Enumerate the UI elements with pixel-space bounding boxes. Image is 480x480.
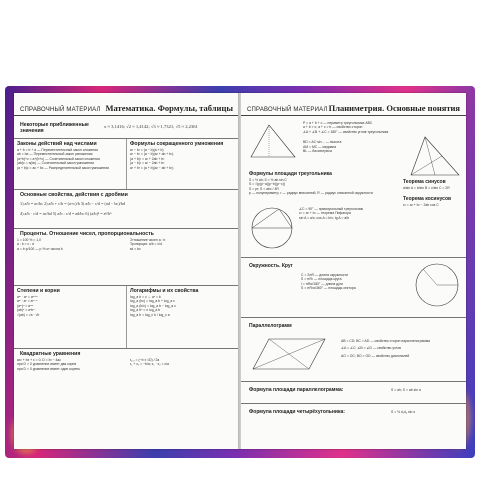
median-line: BD = AC·sin… — высота (303, 140, 342, 145)
approx-title: Некоторые приближенные значения (20, 121, 89, 134)
percent-line: 1 = 100 % = 1,0 (17, 238, 41, 242)
circle-figure (413, 261, 461, 309)
short-mult-line: (a + b)² = a² + 2ab + b² (130, 156, 165, 161)
right-header-label: СПРАВОЧНЫЙ МАТЕРИАЛ (247, 107, 328, 113)
short-mult-line: a² − b² = (a − b)(a + b) (130, 148, 164, 152)
triangle-area-text (249, 178, 399, 196)
fractions-title: Основные свойства, действия с дробями (20, 192, 128, 198)
quadratic-line: при D > 0 уравнение имеет два корня (17, 362, 77, 367)
short-mult-title: Формулы сокращенного умножения (130, 141, 224, 147)
quadrilateral-area-title: Формула площади четырёхугольника: (249, 409, 345, 415)
circle-line: S = πR² — площадь круга (301, 277, 342, 282)
approx-values: π ≈ 3,1416; √2 ≈ 1,4142; √3 ≈ 1,7321; √5 ≈ 2,2361 (104, 124, 198, 129)
quadrilateral-area-formula: S = ½ d₁d₂ sin α (391, 410, 416, 414)
circle-title: Окружность. Круг (249, 263, 293, 269)
logs-line: log_a (b/c) = log_a b − log_a c (130, 303, 176, 308)
quadratic-line: x₁ + x₂ = −b/a; x₁ · x₂ = c/a (129, 362, 169, 367)
circle-line: l = πRα/180° — длина дуги (301, 281, 343, 286)
laws-line: a + b = b + a — Переместительный закон сложения (17, 148, 99, 152)
right-page (240, 93, 466, 449)
area-line: S = ½ ah; S = ½ ab sin C (249, 178, 287, 182)
short-mult-line: a³ + b³ = (a + b)(a² − ab + b²) (130, 165, 174, 170)
fractions-line: 1) a/b = ac/bc 2) a/b + c/b = (a+c)/b 3) a/b − c/d = (ad − bc)/bd (20, 201, 126, 206)
logs-title: Логарифмы и их свойства (130, 288, 199, 294)
laws-line: (a+b)+c = a+(b+c) — Сочетательный закон сложения (17, 156, 100, 161)
percent-line: a : b = c : d (17, 242, 34, 247)
powers-line: √(ab) = √a · √b (17, 312, 40, 317)
logs-line: log_a (bc) = log_a b + log_a c (130, 299, 175, 304)
circle-text (301, 273, 411, 291)
powers-logs-section (14, 286, 239, 349)
quadratic-line: при D = 0 уравнение имеет один корень (17, 366, 80, 371)
right-triangle-line: sin A = a/c; cos A = b/c; tg A = a/b (299, 215, 350, 220)
cosines-formula: c² = a² + b² − 2ab cos C (403, 203, 439, 207)
quadratic-line: ax² + bx + c = 0, D = b² − 4ac (17, 358, 62, 362)
triangle-area-title: Формулы площади треугольника (249, 171, 332, 177)
left-header-label: СПРАВОЧНЫЙ МАТЕРИАЛ (20, 107, 101, 113)
parallelogram-line: AO = OC; BO = OD — свойство диагоналей (341, 353, 410, 358)
logs-line: log_a b = c ⇔ aᶜ = b (130, 295, 161, 299)
parallelogram-title: Параллелограмм (249, 323, 292, 329)
parallelogram-area-formula: S = ah; S = ab sin α (391, 388, 421, 392)
percent-line: Пропорция: a/b = c/d (129, 242, 162, 247)
divider (241, 403, 466, 404)
left-page-header (14, 93, 239, 116)
median-line: AM = MC — медиана (303, 144, 337, 149)
fractions-section (14, 190, 239, 229)
short-mult-line: (a − b)² = a² − 2ab + b² (130, 161, 165, 166)
circle-line: S = πR²α/360° — площадь сектора (301, 286, 356, 291)
powers-line: aᵐ : aⁿ = aᵐ⁻ⁿ (17, 299, 38, 304)
area-line: p — полупериметр, r — радиус вписанной, R — радиус описанной окружности (249, 191, 373, 196)
divider (241, 257, 466, 258)
triangle-figure (247, 121, 299, 161)
median-line: BL — биссектриса (303, 149, 332, 154)
right-page-title: Планиметрия. Основные понятия (328, 103, 460, 113)
sines-title: Теорема синусов (403, 179, 446, 185)
left-page-title: Математика. Формулы, таблицы (105, 103, 233, 113)
laws-line: ab = ba — Переместительный закон умножения (17, 152, 93, 157)
percent-title: Проценты. Отношение чисел, пропорциональность (20, 231, 154, 237)
quadratic-section (14, 349, 239, 409)
parallelogram-figure (249, 333, 329, 373)
circumcircle-figure (249, 205, 295, 251)
right-triangle-line: c² = a² + b² — теорема Пифагора (299, 211, 351, 216)
triangle-line: P = a + b + c — периметр треугольника ABC (303, 121, 373, 125)
percent-line: a = b·p/100 — p % от числа b (17, 246, 63, 251)
triangle-median-figure (407, 133, 463, 179)
right-triangle-text (299, 207, 459, 220)
short-mult-line: a³ − b³ = (a − b)(a² + ab + b²) (130, 152, 174, 157)
cosines-title: Теорема косинусов (403, 196, 452, 202)
logs-line: log_a b = log_c b / log_c a (130, 312, 170, 317)
triangle-line: ∠A + ∠B + ∠C = 180° — свойство углов треугольника (303, 129, 389, 134)
divider (241, 381, 466, 382)
laws-line: (a + b)c = ac + bc — Распределительный закон умножения (17, 165, 109, 170)
powers-line: aᵐ · aⁿ = aᵐ⁺ⁿ (17, 295, 38, 299)
approx-section (14, 116, 239, 139)
powers-title: Степени и корни (17, 288, 60, 294)
powers-line: (aᵐ)ⁿ = aᵐⁿ (17, 303, 34, 308)
parallelogram-area-title: Формула площади параллелограмма: (249, 387, 344, 393)
quadratic-line: x₁,₂ = (−b ± √D) / 2a (129, 358, 160, 362)
left-page (14, 93, 240, 449)
sines-formula: a/sin A = b/sin B = c/sin C = 2R (403, 186, 450, 190)
laws-title: Законы действий над числами (17, 141, 97, 147)
laws-line: (ab)c = a(bc) — Сочетательный закон умножения (17, 161, 95, 166)
percent-line: Отношение чисел a : b (129, 238, 166, 242)
quadratic-title: Квадратные уравнения (20, 351, 81, 357)
laws-section (14, 139, 239, 190)
right-triangle-line: ∠C = 90° — прямоугольный треугольник (299, 207, 363, 211)
percent-section (14, 229, 239, 286)
area-line: S = pr; S = abc / 4R (249, 186, 279, 191)
fractions-line: 4) a/b · c/d = ac/bd 5) a/b : c/d = ad/bc 6) (a/b)ⁿ = aⁿ/bⁿ (20, 211, 112, 216)
parallelogram-text (341, 339, 461, 358)
area-line: S = √(p(p−a)(p−b)(p−c)) (249, 182, 285, 187)
right-page-header (241, 93, 466, 116)
percent-line: ad = bc (129, 246, 141, 251)
powers-line: (ab)ⁿ = aⁿbⁿ (17, 308, 35, 313)
parallelogram-line: ∠A = ∠C; ∠B = ∠D — свойство углов (341, 346, 401, 351)
logs-line: log_a bⁿ = n log_a b (130, 308, 161, 313)
parallelogram-line: AB = CD; BC = AD — свойство сторон параллелограмма (341, 339, 430, 343)
divider (241, 317, 466, 318)
circle-line: C = 2πR — длина окружности (301, 273, 348, 277)
triangle-line: a + b > c; a + c > b — свойство сторон (303, 125, 363, 130)
